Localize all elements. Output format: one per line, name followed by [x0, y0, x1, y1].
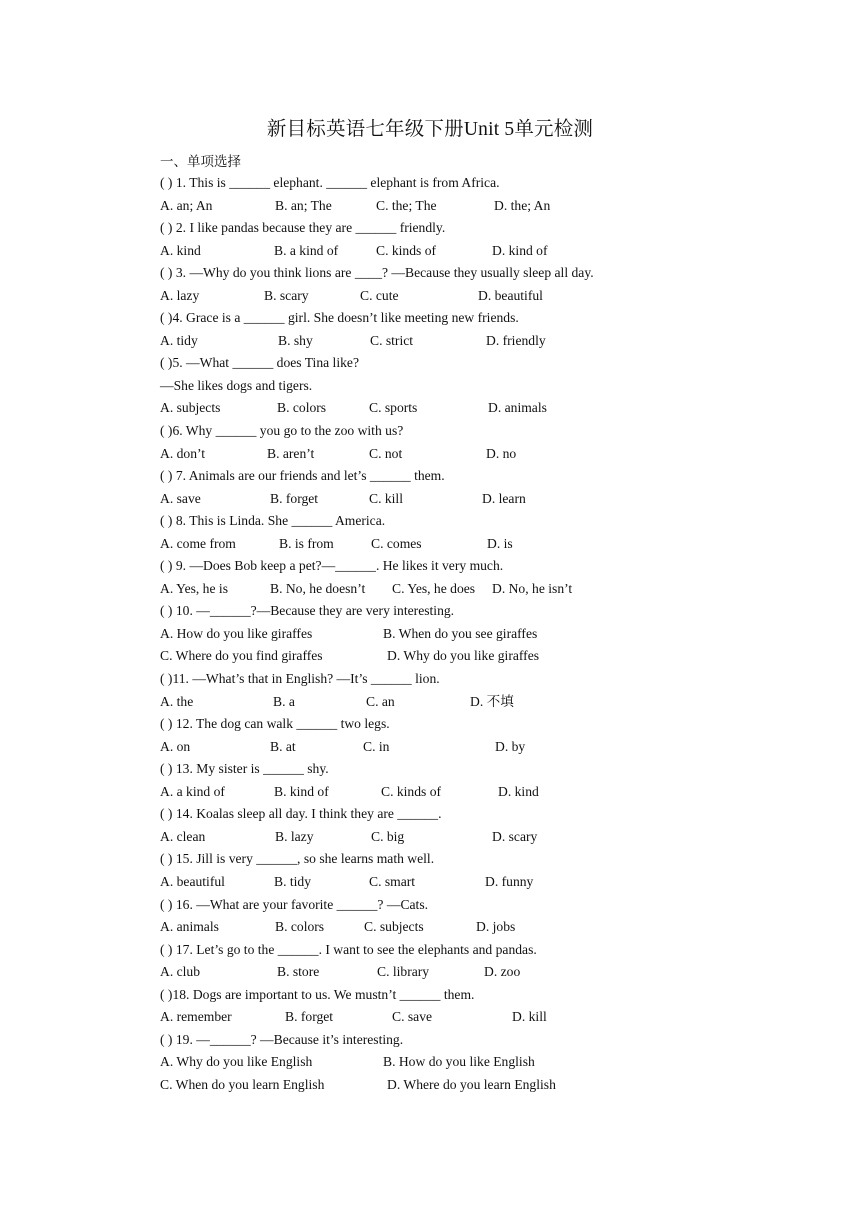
- options-row: [160, 781, 780, 804]
- option-c: C. subjects: [364, 919, 424, 935]
- option-d: D. animals: [488, 400, 547, 416]
- options-row: [160, 916, 780, 939]
- option-d: D. jobs: [476, 919, 516, 935]
- option-b: B. scary: [264, 287, 309, 303]
- option-b: B. tidy: [274, 873, 312, 889]
- option-a: A. lazy: [160, 287, 200, 303]
- option-d: D. funny: [485, 873, 534, 889]
- option-b: B. kind of: [274, 783, 329, 799]
- option-d: D. beautiful: [478, 287, 543, 303]
- option-a: A. kind: [160, 242, 201, 258]
- option-d: D. Where do you learn English: [387, 1076, 556, 1092]
- question-stem: ( ) 7. Animals are our friends and let’s ______ them.: [160, 468, 445, 484]
- option-a: A. How do you like giraffes: [160, 625, 313, 641]
- question-stem: ( ) 1. This is ______ elephant. ______ elephant is from Africa.: [160, 175, 500, 190]
- option-b: B. is from: [279, 535, 334, 551]
- question-stem: ( ) 13. My sister is ______ shy.: [160, 761, 329, 777]
- question-stem: ( ) 19. —______? —Because it’s interesting.: [160, 1031, 404, 1047]
- question-stem: ( ) 14. Koalas sleep all day. I think they are ______.: [160, 806, 442, 822]
- option-d: D. learn: [482, 490, 526, 506]
- option-b: B. No, he doesn’t: [270, 580, 366, 596]
- options-row: [160, 691, 780, 714]
- options-row: [160, 871, 780, 894]
- option-c: C. the; The: [376, 197, 437, 213]
- question-stem: ( ) 15. Jill is very ______, so she learns math well.: [160, 851, 435, 867]
- option-c: C. kinds of: [376, 242, 437, 258]
- question-stem: ( ) 9. —Does Bob keep a pet?—______. He likes it very much.: [160, 558, 504, 574]
- question-stem: ( ) 2. I like pandas because they are ______ friendly.: [160, 220, 446, 236]
- option-a: A. remember: [160, 1009, 232, 1025]
- question-stem: ( ) 16. —What are your favorite ______? —Cats.: [160, 896, 429, 912]
- option-d: D. by: [495, 738, 526, 754]
- option-d: D. Why do you like giraffes: [387, 648, 540, 664]
- option-b: B. aren’t: [267, 445, 315, 461]
- option-d: D. No, he isn’t: [492, 580, 573, 596]
- option-c: C. kill: [369, 490, 403, 506]
- question-stem: ( ) 3. —Why do you think lions are ____? —Because they usually sleep all day.: [160, 265, 594, 281]
- option-c: C. save: [392, 1009, 433, 1025]
- option-a: A. an; An: [160, 197, 213, 213]
- options-row: [160, 961, 780, 984]
- question-stem: ( ) 10. —______?—Because they are very interesting.: [160, 603, 455, 619]
- option-c: C. Yes, he does: [392, 580, 476, 596]
- options-row: [160, 1074, 780, 1097]
- question-stem: ( )11. —What’s that in English? —It’s ______ lion.: [160, 671, 440, 687]
- option-b: B. an; The: [275, 197, 332, 213]
- question-stem: ( )5. —What ______ does Tina like?: [160, 355, 359, 371]
- option-a: A. subjects: [160, 400, 221, 416]
- options-row: [160, 1006, 780, 1029]
- option-d: D. zoo: [484, 964, 521, 980]
- option-c: C. Where do you find giraffes: [160, 648, 323, 664]
- option-a: A. on: [160, 738, 191, 754]
- option-d: D. 不填: [470, 693, 514, 709]
- option-c: C. kinds of: [381, 783, 442, 799]
- options-row: [160, 240, 780, 263]
- options-row: [160, 195, 780, 218]
- options-row: [160, 443, 780, 466]
- question-list: [160, 172, 780, 1096]
- option-d: D. no: [486, 445, 517, 461]
- option-c: C. an: [366, 693, 395, 709]
- options-row: [160, 330, 780, 353]
- question-stem-continued: —She likes dogs and tigers.: [160, 377, 313, 393]
- question-stem: ( ) 8. This is Linda. She ______ America.: [160, 513, 386, 529]
- option-a: A. Yes, he is: [160, 580, 228, 596]
- question-stem: ( )6. Why ______ you go to the zoo with us?: [160, 423, 404, 439]
- option-a: A. don’t: [160, 445, 206, 461]
- option-b: B. shy: [278, 332, 313, 348]
- option-b: B. How do you like English: [383, 1054, 535, 1070]
- option-b: B. forget: [270, 490, 319, 506]
- question-stem: ( )18. Dogs are important to us. We mustn’t ______ them.: [160, 986, 475, 1002]
- option-c: C. sports: [369, 400, 418, 416]
- option-c: C. When do you learn English: [160, 1076, 325, 1092]
- option-d: D. kill: [512, 1009, 547, 1025]
- option-d: D. is: [487, 535, 513, 551]
- option-b: B. When do you see giraffes: [383, 625, 538, 641]
- option-a: A. clean: [160, 828, 206, 844]
- option-a: A. beautiful: [160, 873, 225, 889]
- options-row: [160, 488, 780, 511]
- options-row: [160, 623, 780, 646]
- options-row: [160, 645, 780, 668]
- option-c: C. cute: [360, 287, 399, 303]
- options-row: [160, 826, 780, 849]
- options-row: [160, 736, 780, 759]
- option-b: B. forget: [285, 1009, 334, 1025]
- question-stem: ( ) 17. Let’s go to the ______. I want to see the elephants and pandas.: [160, 941, 537, 957]
- option-a: A. the: [160, 693, 194, 709]
- option-a: A. save: [160, 490, 201, 506]
- option-a: A. a kind of: [160, 783, 225, 799]
- option-a: A. animals: [160, 919, 219, 935]
- option-a: A. tidy: [160, 332, 198, 348]
- option-d: D. kind: [498, 783, 539, 799]
- option-c: C. in: [363, 738, 390, 754]
- options-row: [160, 397, 780, 420]
- option-c: C. not: [369, 445, 403, 461]
- options-row: [160, 285, 780, 308]
- option-c: C. comes: [371, 535, 422, 551]
- question-stem: ( ) 12. The dog can walk ______ two legs.: [160, 716, 390, 732]
- option-d: D. friendly: [486, 332, 546, 348]
- option-b: B. a: [273, 693, 295, 709]
- option-b: B. colors: [277, 400, 327, 416]
- options-row: [160, 533, 780, 556]
- options-row: [160, 1051, 780, 1074]
- question-stem: ( )4. Grace is a ______ girl. She doesn’t like meeting new friends.: [160, 310, 519, 326]
- option-b: B. colors: [275, 919, 325, 935]
- option-a: A. club: [160, 964, 201, 980]
- option-b: B. a kind of: [274, 242, 339, 258]
- option-c: C. big: [371, 828, 405, 844]
- option-a: A. Why do you like English: [160, 1054, 313, 1070]
- option-c: C. strict: [370, 332, 414, 348]
- option-d: D. kind of: [492, 242, 548, 258]
- option-d: D. the; An: [494, 197, 551, 213]
- section-heading: 一、单项选择: [160, 154, 241, 169]
- option-b: B. at: [270, 738, 296, 754]
- option-b: B. store: [277, 964, 320, 980]
- option-c: C. library: [377, 964, 430, 980]
- option-c: C. smart: [369, 873, 416, 889]
- page-title: 新目标英语七年级下册Unit 5单元检测: [266, 119, 594, 140]
- options-row: [160, 578, 780, 601]
- option-d: D. scary: [492, 828, 538, 844]
- option-b: B. lazy: [275, 828, 314, 844]
- option-a: A. come from: [160, 535, 236, 551]
